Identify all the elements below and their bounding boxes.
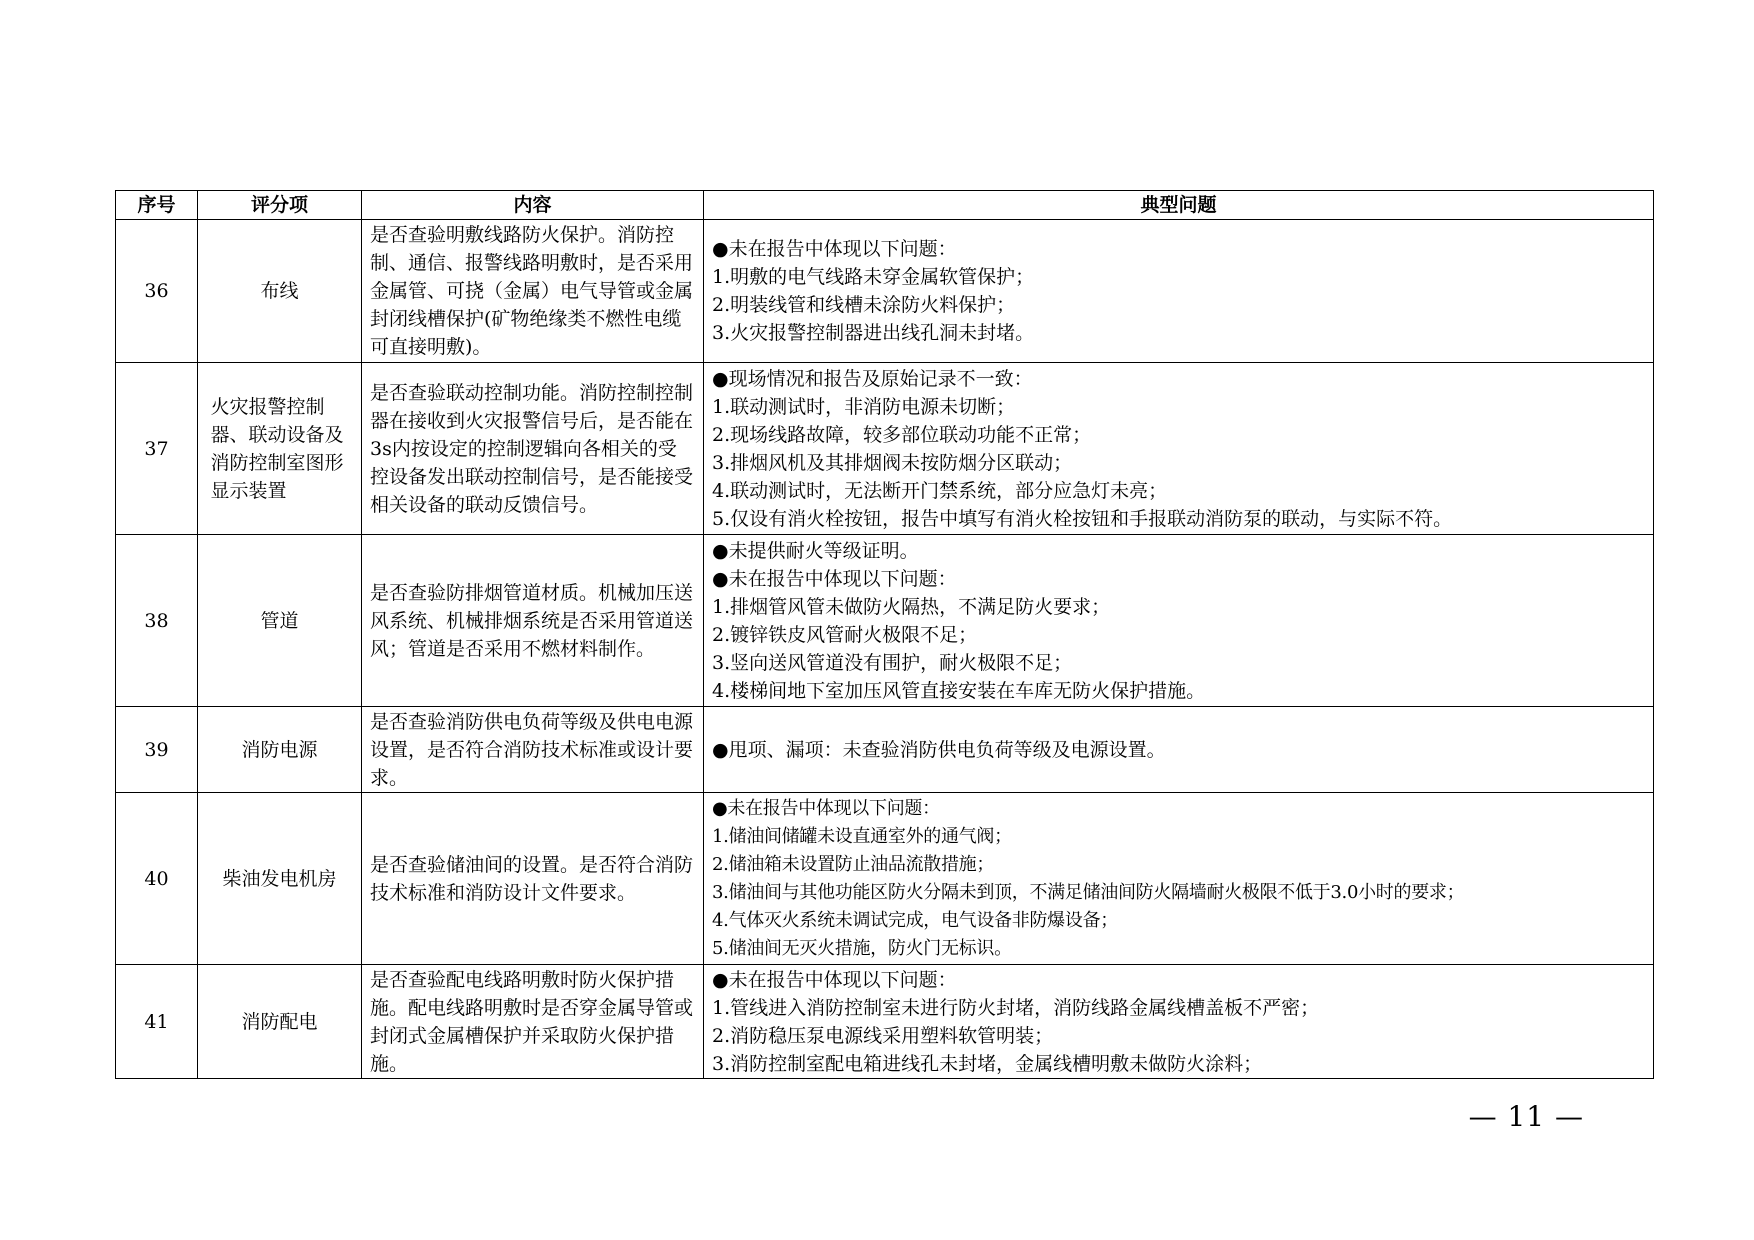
issue-line: 3.排烟风机及其排烟阀未按防烟分区联动；	[712, 451, 1073, 474]
issue-line: ●现场情况和报告及原始记录不一致：	[712, 367, 1033, 390]
row-item-text: 消防电源	[241, 738, 318, 761]
header-item: 评分项	[198, 191, 362, 220]
table-header-row	[116, 191, 1654, 220]
row-item-text: 柴油发电机房	[222, 867, 337, 890]
row-item	[198, 965, 362, 1079]
row-item	[198, 793, 362, 965]
row-number: 37	[116, 363, 198, 535]
row-item	[198, 220, 362, 363]
row-content: 是否查验储油间的设置。是否符合消防技术标准和消防设计文件要求。	[362, 793, 704, 965]
header-no: 序号	[116, 191, 198, 220]
issue-line: 2.消防稳压泵电源线采用塑料软管明装；	[712, 1024, 1054, 1047]
row-item-text: 布线	[260, 280, 299, 302]
row-number: 39	[116, 707, 198, 793]
issue-line: ●甩项、漏项：未查验消防供电负荷等级及电源设置。	[712, 738, 1166, 761]
row-issues	[704, 535, 1654, 707]
header-issues: 典型问题	[704, 191, 1654, 220]
row-content: 是否查验联动控制功能。消防控制控制器在接收到火灾报警信号后，是否能在3s内按设定的控制逻辑向各相关的受控设备发出联动控制信号，是否能接受相关设备的联动反馈信号。	[362, 363, 704, 535]
row-item	[198, 535, 362, 707]
row-issues	[704, 707, 1654, 793]
row-number: 38	[116, 535, 198, 707]
row-issues	[704, 220, 1654, 363]
row-number: 36	[116, 220, 198, 363]
table-row	[116, 535, 1654, 707]
issue-line: 4.楼梯间地下室加压风管直接安装在车库无防火保护措施。	[712, 679, 1206, 702]
inspection-table	[115, 190, 1654, 1079]
row-content: 是否查验明敷线路防火保护。消防控制、通信、报警线路明敷时，是否采用金属管、可挠（金属）电气导管或金属封闭线槽保护(矿物绝缘类不燃性电缆可直接明敷)。	[362, 220, 704, 363]
table-row	[116, 965, 1654, 1079]
row-item	[198, 363, 362, 535]
row-item-text: 管道	[260, 609, 299, 632]
issue-line: 3.储油间与其他功能区防火分隔未到顶，不满足储油间防火隔墙耐火极限不低于3.0小时的要求；	[712, 881, 1465, 903]
document-page	[115, 190, 1653, 1079]
issue-line: ●未在报告中体现以下问题：	[712, 567, 957, 590]
issue-line: 1.储油间储罐未设直通室外的通气阀；	[712, 825, 1012, 847]
row-item	[198, 707, 362, 793]
row-issues	[704, 965, 1654, 1079]
issue-line: 1.联动测试时，非消防电源未切断；	[712, 395, 1016, 418]
issue-line: 1.明敷的电气线路未穿金属软管保护；	[712, 266, 1035, 288]
issue-line: ●未提供耐火等级证明。	[712, 539, 919, 562]
issue-line: ●未在报告中体现以下问题：	[712, 238, 957, 260]
issue-line: 3.竖向送风管道没有围护，耐火极限不足；	[712, 651, 1073, 674]
row-content: 是否查验消防供电负荷等级及供电电源设置，是否符合消防技术标准或设计要求。	[362, 707, 704, 793]
header-content: 内容	[362, 191, 704, 220]
table-row	[116, 220, 1654, 363]
issue-line: 2.现场线路故障，较多部位联动功能不正常；	[712, 423, 1092, 446]
issue-line: 3.火灾报警控制器进出线孔洞未封堵。	[712, 322, 1035, 344]
issue-line: 5.仅设有消火栓按钮，报告中填写有消火栓按钮和手报联动消防泵的联动，与实际不符。	[712, 507, 1453, 530]
issue-line: ●未在报告中体现以下问题：	[712, 968, 957, 991]
row-issues	[704, 363, 1654, 535]
issue-line: 4.气体灭火系统未调试完成，电气设备非防爆设备；	[712, 909, 1118, 931]
row-number: 40	[116, 793, 198, 965]
row-number: 41	[116, 965, 198, 1079]
issue-line: 5.储油间无灭火措施，防火门无标识。	[712, 937, 1012, 959]
issue-line: 3.消防控制室配电箱进线孔未封堵，金属线槽明敷未做防火涂料；	[712, 1052, 1263, 1075]
issue-line: 1.管线进入消防控制室未进行防火封堵，消防线路金属线槽盖板不严密；	[712, 996, 1320, 1019]
row-content: 是否查验配电线路明敷时防火保护措施。配电线路明敷时是否穿金属导管或封闭式金属槽保护并采取防火保护措施。	[362, 965, 704, 1079]
issue-line: 1.排烟管风管未做防火隔热，不满足防火要求；	[712, 595, 1111, 618]
table-row	[116, 793, 1654, 965]
table-row	[116, 707, 1654, 793]
issue-line: ●未在报告中体现以下问题：	[712, 797, 940, 819]
issue-line: 2.储油箱未设置防止油品流散措施；	[712, 853, 995, 875]
table-row	[116, 363, 1654, 535]
row-issues	[704, 793, 1654, 965]
issue-line: 4.联动测试时，无法断开门禁系统，部分应急灯未亮；	[712, 479, 1168, 502]
row-item-text: 消防配电	[241, 1010, 318, 1033]
issue-line: 2.镀锌铁皮风管耐火极限不足；	[712, 623, 978, 646]
row-item-text: 火灾报警控制器、联动设备及消防控制室图形显示装置	[210, 395, 344, 502]
page-number: — 11 —	[1468, 1100, 1584, 1133]
row-content: 是否查验防排烟管道材质。机械加压送风系统、机械排烟系统是否采用管道送风；管道是否采用不燃材料制作。	[362, 535, 704, 707]
issue-line: 2.明装线管和线槽未涂防火料保护；	[712, 294, 1016, 316]
